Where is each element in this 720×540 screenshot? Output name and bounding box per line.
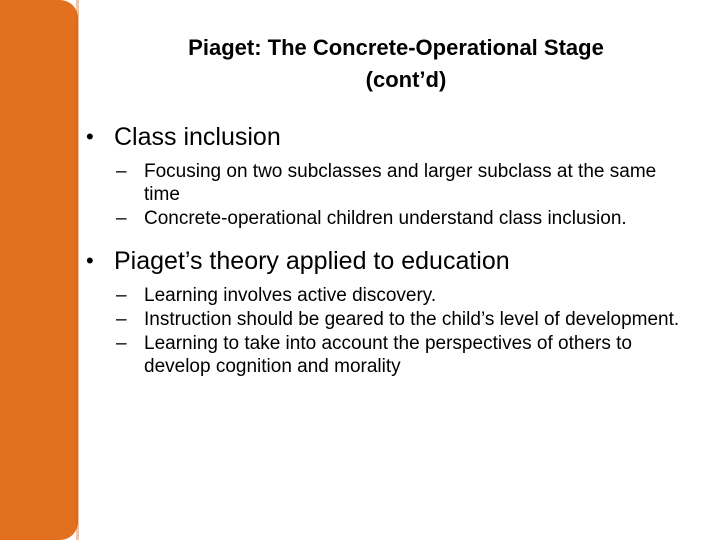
bullet-text: Class inclusion [114, 123, 281, 151]
sub-item [86, 284, 696, 307]
slide-title [96, 32, 696, 96]
sub-list-class-inclusion [86, 160, 696, 230]
bullet-text: Piaget’s theory applied to education [114, 247, 510, 275]
dash-marker: – [116, 309, 127, 330]
sub-item-text: Learning involves active discovery. [144, 285, 437, 306]
dash-marker: – [116, 208, 127, 229]
slide-body [86, 120, 696, 392]
sub-list-education [86, 284, 696, 378]
dash-marker: – [116, 161, 127, 182]
bullet-marker: • [86, 248, 94, 273]
sub-item [86, 308, 696, 331]
dash-marker: – [116, 285, 127, 306]
orange-accent-bar [0, 0, 78, 540]
title-line-1: Piaget: The Concrete-Operational Stage [188, 35, 604, 60]
bullet-class-inclusion [86, 120, 696, 154]
dash-marker: – [116, 333, 127, 354]
sub-item-text: Instruction should be geared to the child’s level of development. [144, 309, 680, 330]
title-line-2: (cont’d) [365, 67, 447, 92]
bullet-education [86, 244, 696, 278]
sub-item [86, 160, 696, 206]
bullet-marker: • [86, 124, 94, 149]
sub-item [86, 207, 696, 230]
sub-item-text: Focusing on two subclasses and larger subclass at the same time [144, 161, 657, 205]
sub-item-text: Concrete-operational children understand class inclusion. [144, 208, 627, 229]
sub-item-text: Learning to take into account the perspectives of others to develop cognition and morality [144, 333, 632, 377]
sub-item [86, 332, 696, 378]
